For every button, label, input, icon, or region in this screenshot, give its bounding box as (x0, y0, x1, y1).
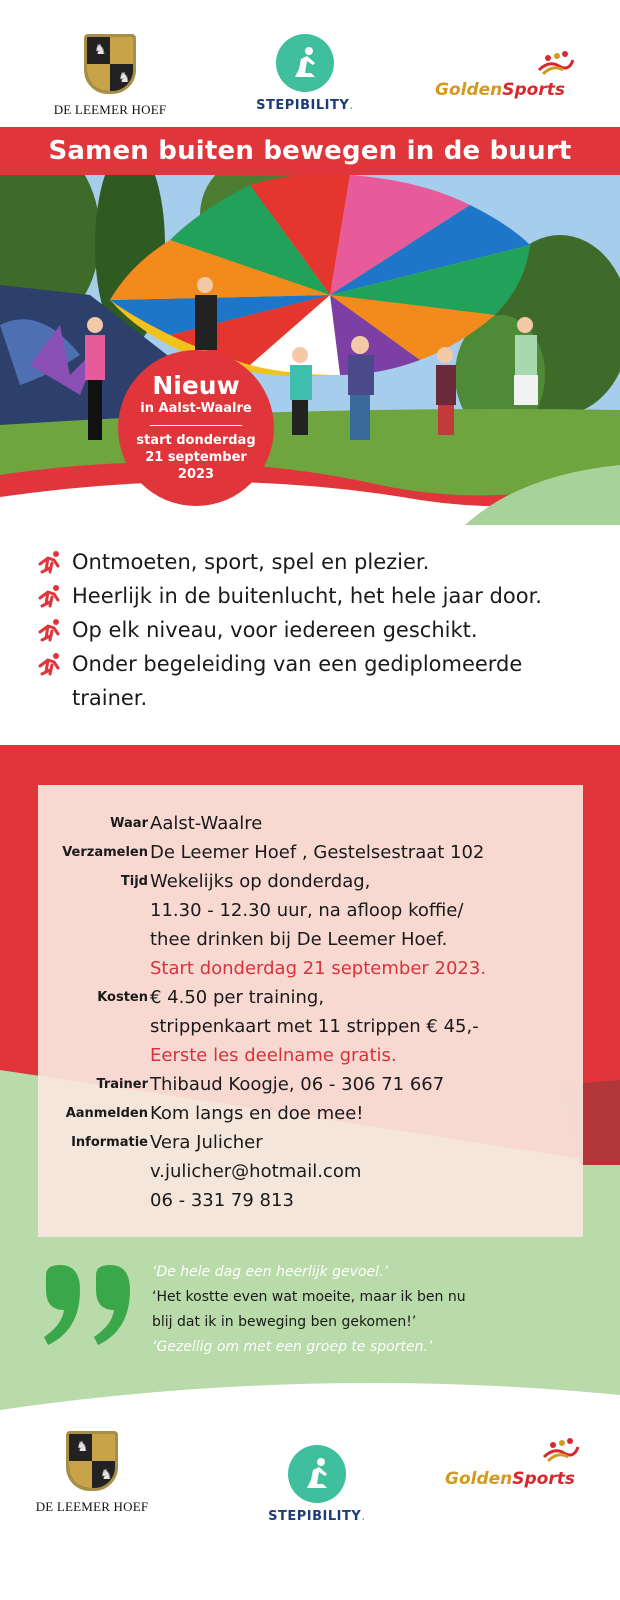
stepibility-dot: . (361, 1509, 366, 1524)
bullet-text: Ontmoeten, sport, spel en plezier. (72, 550, 430, 574)
runner-icon (38, 618, 64, 642)
quote-icon (40, 1265, 140, 1355)
info-value: Aalst-Waalre (150, 813, 263, 834)
bottom-logo-row (0, 1439, 620, 1585)
info-label: Aanmelden (65, 1106, 148, 1121)
bullet-text: Heerlijk in de buitenlucht, het hele jaar door. (72, 584, 542, 608)
info-value: € 4.50 per training, (150, 987, 325, 1008)
feature-list (38, 545, 608, 715)
stepibility-logo-bottom (262, 1445, 372, 1524)
golden-text: Golden (445, 1469, 513, 1489)
contact-email: v.julicher@hotmail.com (150, 1161, 362, 1182)
list-item (38, 579, 608, 613)
runner-icon (38, 584, 64, 608)
info-value-highlight: Start donderdag 21 september 2023. (150, 958, 487, 979)
info-label: Informatie (71, 1135, 148, 1150)
leemer-hoef-text: DE LEEMER HOEF (53, 102, 167, 117)
bullet-text: Onder begeleiding van een gediplomeerde (72, 652, 523, 676)
new-badge (118, 350, 274, 506)
shield-logo-icon: ♞ ♞ (66, 1431, 118, 1491)
badge-start-line2: 21 september (145, 450, 247, 465)
runner-group-icon (535, 50, 575, 76)
info-value: Thibaud Koogje, 06 - 306 71 667 (150, 1074, 445, 1095)
contact-phone: 06 - 331 79 813 (150, 1190, 294, 1211)
list-item-continuation (38, 681, 608, 715)
list-item (38, 647, 608, 681)
info-label: Trainer (96, 1077, 148, 1092)
info-label: Waar (110, 816, 148, 831)
list-item (38, 613, 608, 647)
stepibility-text: STEPIBILITY (256, 98, 350, 113)
info-label: Kosten (97, 990, 148, 1005)
stepibility-logo-icon (276, 34, 334, 92)
stepibility-text: STEPIBILITY (268, 1509, 362, 1524)
list-item (38, 545, 608, 579)
stepibility-logo-icon (288, 1445, 346, 1503)
badge-location: in Aalst-Waalre (140, 401, 252, 416)
info-value: Vera Julicher (150, 1132, 263, 1153)
testimonial-quote: ‘Gezellig om met een groep te sporten.’ (152, 1339, 433, 1355)
info-label: Verzamelen (62, 845, 148, 860)
testimonial-quote: ‘De hele dag een heerlijk gevoel.’ (152, 1264, 388, 1280)
leemer-hoef-logo (50, 34, 170, 118)
goldensports-logo-bottom (440, 1453, 580, 1489)
bullet-text: Op elk niveau, voor iedereen geschikt. (72, 618, 478, 642)
page-title: Samen buiten bewegen in de buurt (0, 127, 620, 175)
info-label: Tijd (120, 874, 148, 889)
info-card (38, 785, 583, 1237)
stepibility-logo (250, 34, 360, 113)
stepibility-dot: . (349, 98, 354, 113)
leemer-hoef-text: DE LEEMER HOEF (35, 1499, 149, 1514)
info-value-highlight: Eerste les deelname gratis. (150, 1045, 397, 1066)
badge-divider (150, 425, 242, 426)
badge-start-line3: 2023 (177, 467, 215, 482)
runner-icon (38, 652, 64, 676)
info-value: strippenkaart met 11 strippen € 45,- (150, 1016, 479, 1037)
testimonial-quote: ‘Het kostte even wat moeite, maar ik ben nu (152, 1289, 466, 1305)
testimonials (152, 1260, 552, 1360)
hero-photo (0, 175, 620, 525)
runner-icon (38, 550, 64, 574)
info-value: Wekelijks op donderdag, (150, 871, 371, 892)
leemer-hoef-logo-bottom (32, 1431, 152, 1515)
badge-nieuw: Nieuw (152, 371, 240, 400)
info-value: 11.30 - 12.30 uur, na afloop koffie/ (150, 900, 464, 921)
golden-text: Golden (435, 80, 503, 100)
info-value: thee drinken bij De Leemer Hoef. (150, 929, 448, 950)
bullet-text: trainer. (72, 686, 148, 710)
shield-logo-icon: ♞ ♞ (84, 34, 136, 94)
goldensports-logo (430, 60, 570, 100)
info-value: De Leemer Hoef , Gestelsestraat 102 (150, 842, 485, 863)
sports-text: Sports (502, 80, 565, 100)
info-value: Kom langs en doe mee! (150, 1103, 364, 1124)
top-logo-row (0, 0, 620, 117)
runner-group-icon (540, 1437, 580, 1463)
sports-text: Sports (512, 1469, 575, 1489)
testimonial-quote: blij dat ik in beweging ben gekomen!’ (152, 1314, 417, 1330)
badge-start-line1: start donderdag (136, 433, 256, 448)
